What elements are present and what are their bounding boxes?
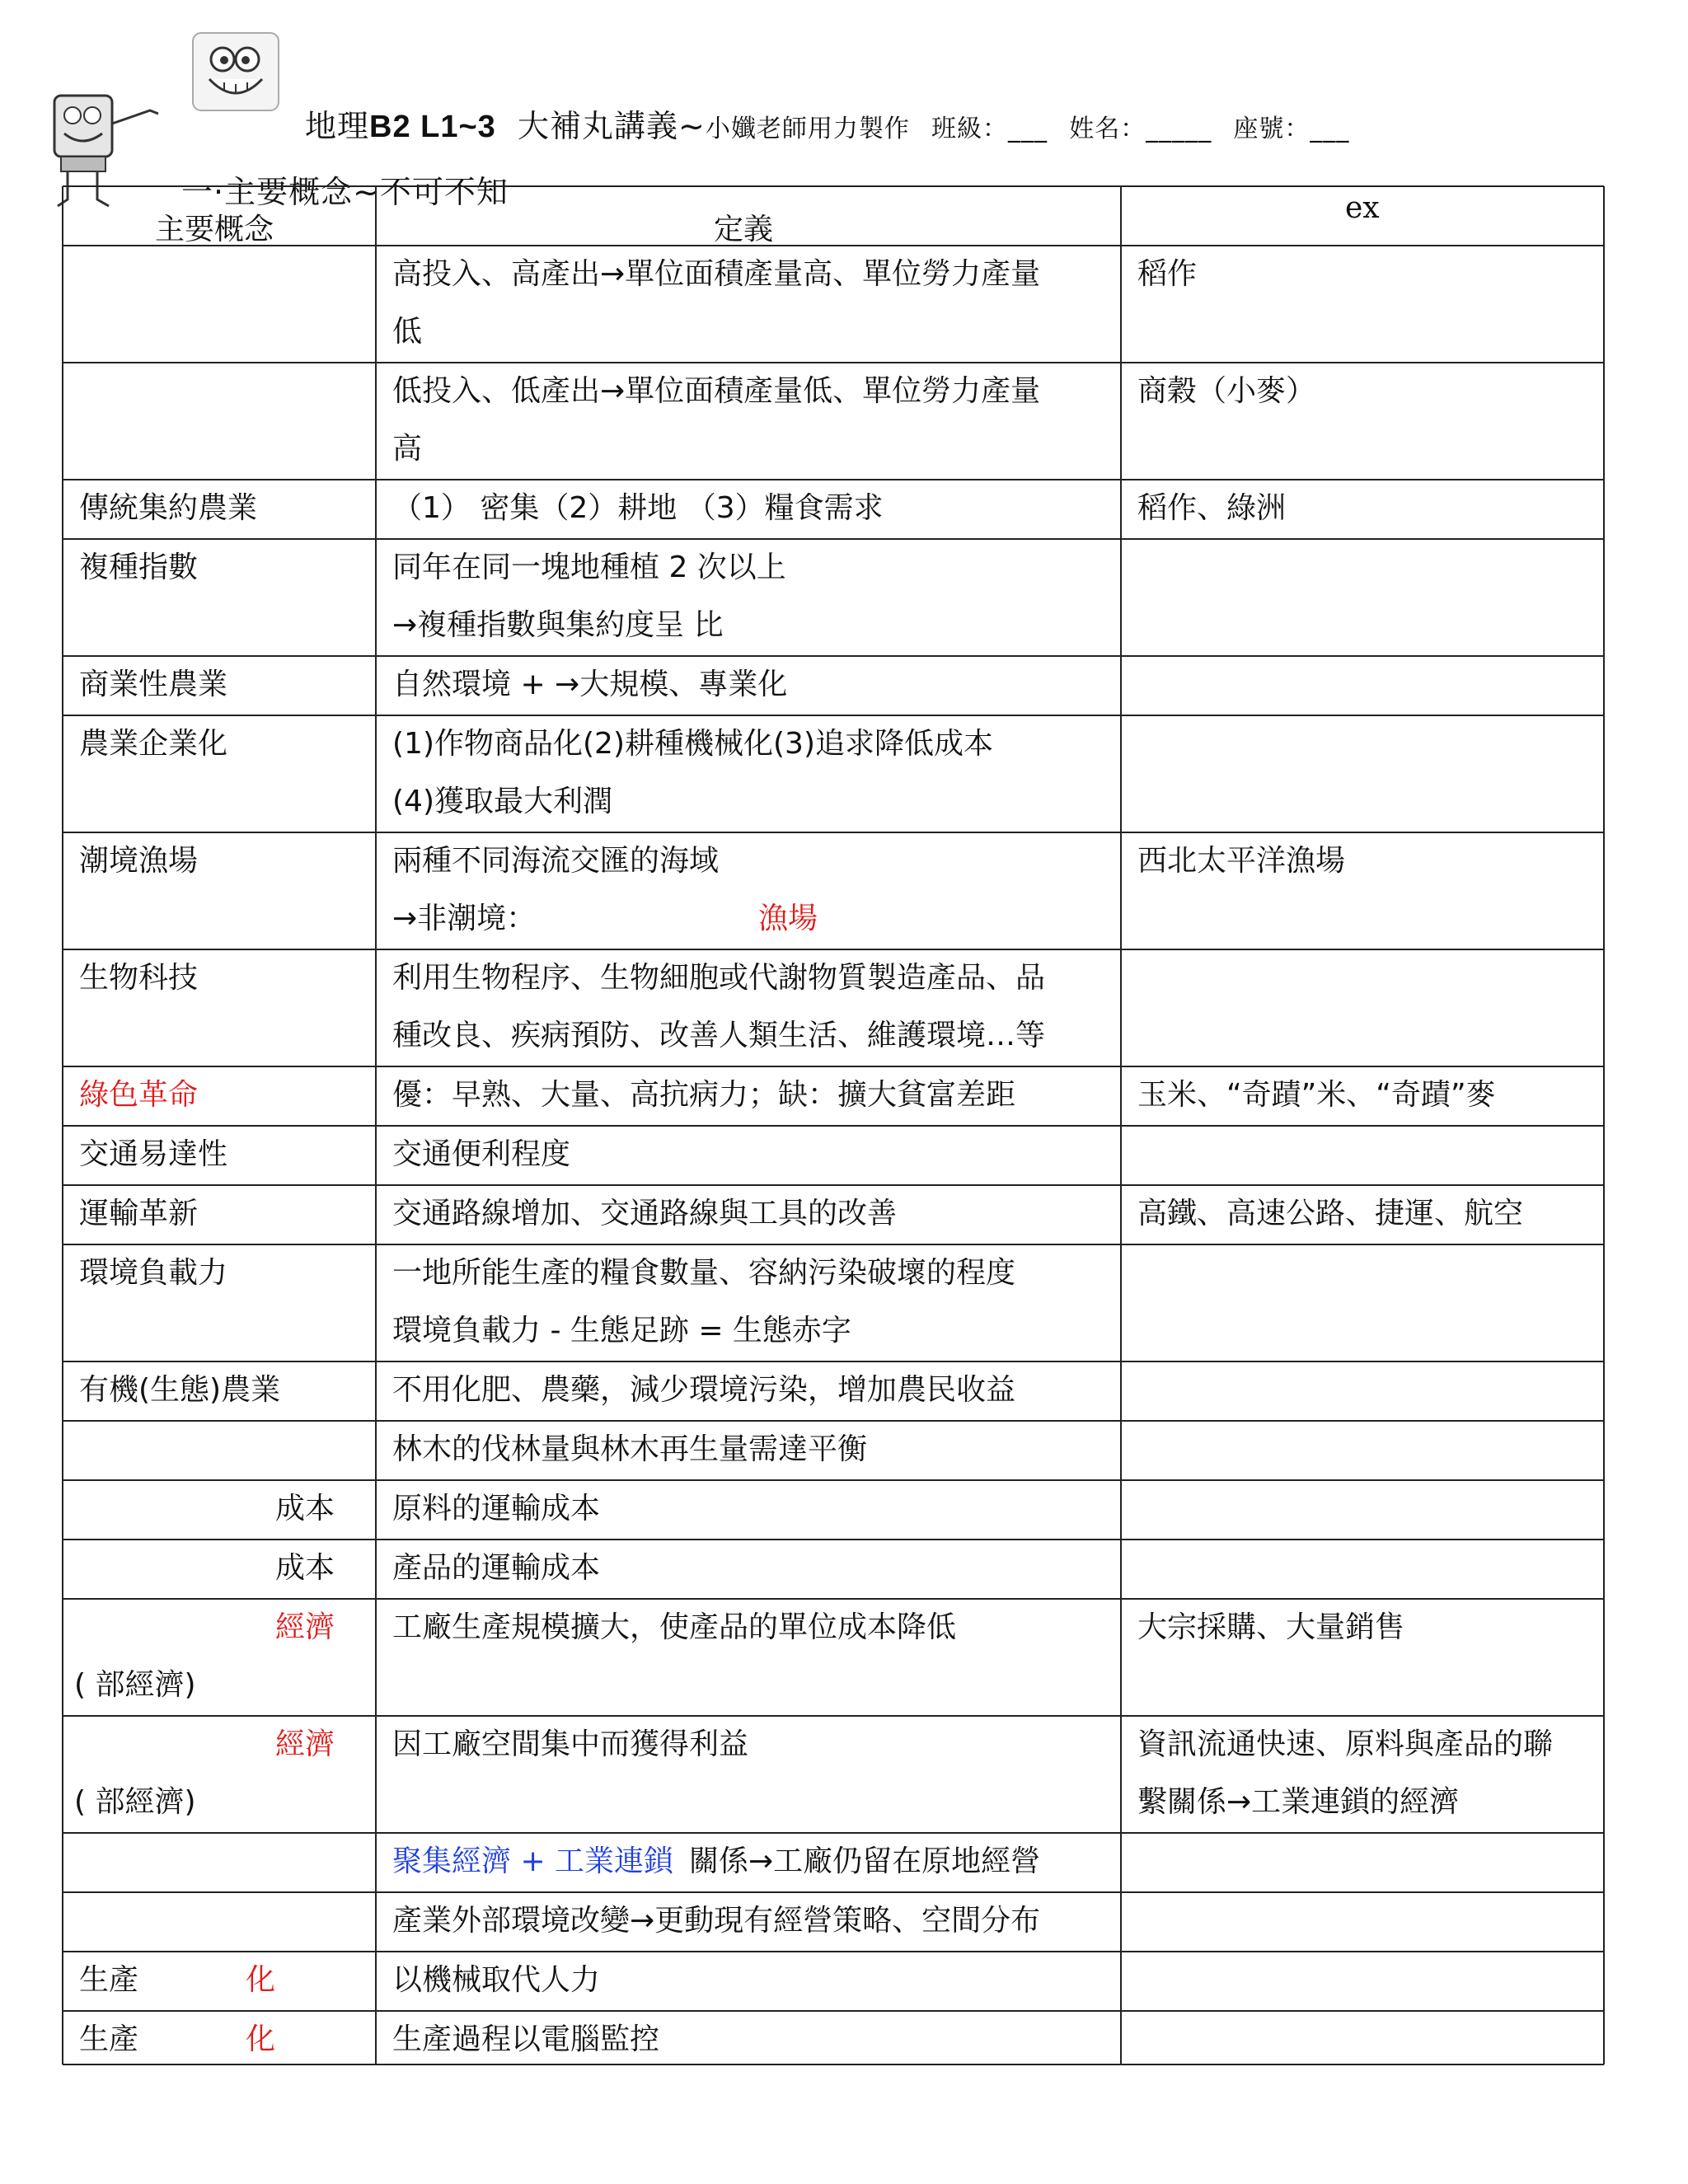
- definition-line: 利用生物程序、生物細胞或代謝物質製造產品、品: [392, 961, 1046, 995]
- concept-cell: 運輸革新: [79, 1197, 199, 1230]
- concept-cell: 潮境漁場: [79, 844, 199, 878]
- example-line: 商穀（小麥）: [1137, 374, 1316, 408]
- concept-cell: 成本: [275, 1551, 335, 1585]
- class-field: 班級：___: [931, 115, 1048, 143]
- concept-cell-line2: ( 部經濟): [74, 1668, 196, 1702]
- definition-line: 種改良、疾病預防、改善人類生活、維護環境…等: [392, 1019, 1046, 1052]
- title-subject: 地理: [305, 108, 370, 144]
- definition-line: 自然環境 + →大規模、專業化: [392, 668, 788, 701]
- definition-line: (4)獲取最大利潤: [392, 785, 612, 818]
- definition-line: 因工廠空間集中而獲得利益: [392, 1727, 749, 1761]
- concept-cell-line2: ( 部經濟): [74, 1785, 196, 1819]
- definition-line: 優：早熟、大量、高抗病力；缺：擴大貧富差距: [392, 1078, 1016, 1112]
- example-line: 大宗採購、大量銷售: [1137, 1610, 1405, 1644]
- example-line: 稻作、綠洲: [1137, 491, 1287, 525]
- column-header-concept: 主要概念: [155, 213, 274, 246]
- concept-suffix: 化: [246, 2022, 276, 2056]
- name-field: 姓名：_____: [1069, 115, 1212, 143]
- concept-cell: 有機(生態)農業: [79, 1373, 281, 1407]
- concept-suffix: 化: [246, 1963, 276, 1997]
- definition-line: 低: [392, 315, 423, 349]
- definition-line: 不用化肥、農藥，減少環境污染，增加農民收益: [392, 1373, 1016, 1407]
- definition-line: 一地所能生產的糧食數量、容納污染破壞的程度: [392, 1256, 1016, 1290]
- definition-line: 林木的伐林量與林木再生量需達平衡: [392, 1432, 868, 1466]
- title-lesson: B2 L1~3: [369, 110, 496, 144]
- concept-cell: 經濟: [275, 1610, 335, 1644]
- definition-line: 關係→工廠仍留在原地經營: [689, 1844, 1041, 1878]
- example-line: 繫關係→工業連鎖的經濟: [1137, 1785, 1460, 1819]
- definition-line: 環境負載力 - 生態足跡 = 生態赤字: [392, 1314, 851, 1347]
- concept-cell: 生物科技: [79, 961, 199, 995]
- column-header-definition: 定義: [714, 213, 774, 246]
- concept-cell: 農業企業化: [79, 727, 228, 761]
- title-tilde: ~: [678, 108, 706, 144]
- definition-line: 兩種不同海流交匯的海域: [392, 844, 720, 878]
- concept-cell: 成本: [275, 1492, 335, 1526]
- definition-line: （1） 密集（2）耕地 （3）糧食需求: [392, 491, 884, 525]
- definition-line: 工廠生產規模擴大，使產品的單位成本降低: [392, 1610, 957, 1644]
- definition-line: 低投入、低產出→單位面積產量低、單位勞力產量: [392, 374, 1041, 408]
- definition-line: 原料的運輸成本: [392, 1492, 601, 1526]
- seat-field: 座號：___: [1233, 115, 1350, 143]
- definition-line: 交通便利程度: [392, 1137, 571, 1171]
- definition-line: 生產過程以電腦監控: [392, 2022, 660, 2056]
- definition-line: →複種指數與集約度呈 比: [392, 608, 724, 642]
- example-line: 高鐵、高速公路、捷運、航空: [1137, 1197, 1524, 1230]
- concept-cell: 經濟: [275, 1727, 335, 1761]
- definition-line: 產品的運輸成本: [392, 1551, 601, 1585]
- concept-cell: 商業性農業: [79, 668, 228, 701]
- definition-highlight: 聚集經濟 + 工業連鎖: [392, 1844, 674, 1878]
- definition-line: 產業外部環境改變→更動現有經營策略、空間分布: [392, 1904, 1041, 1938]
- definition-line: 高投入、高產出→單位面積產量高、單位勞力產量: [392, 257, 1041, 291]
- definition-line: →非潮境：: [392, 902, 537, 935]
- definition-line: 高: [392, 432, 423, 466]
- definition-red: 漁場: [758, 902, 818, 935]
- example-line: 玉米、“奇蹟”米、“奇蹟”麥: [1137, 1078, 1496, 1112]
- concept-cell: 環境負載力: [79, 1256, 228, 1290]
- column-header-ex: ex: [1345, 191, 1380, 225]
- definition-line: 以機械取代人力: [392, 1963, 601, 1997]
- definition-line: 同年在同一塊地種植 2 次以上: [392, 551, 786, 584]
- example-line: 西北太平洋漁場: [1137, 844, 1346, 878]
- section-heading: 一·主要概念~不可不知: [181, 174, 509, 210]
- concept-cell: 生產: [79, 1963, 139, 1997]
- example-line: 稻作: [1137, 257, 1198, 291]
- concept-cell: 傳統集約農業: [79, 491, 258, 525]
- title-main: 大補丸講義: [518, 108, 679, 144]
- concept-cell: 交通易達性: [79, 1137, 228, 1171]
- definition-line: 交通路線增加、交通路線與工具的改善: [392, 1197, 898, 1230]
- author-credit: 小孅老師用力製作: [705, 115, 910, 143]
- example-line: 資訊流通快速、原料與產品的聯: [1137, 1727, 1554, 1761]
- concept-cell: 綠色革命: [79, 1078, 199, 1112]
- concept-cell: 生產: [79, 2022, 139, 2056]
- definition-line: (1)作物商品化(2)耕種機械化(3)追求降低成本: [392, 727, 993, 761]
- concept-cell: 複種指數: [79, 551, 199, 584]
